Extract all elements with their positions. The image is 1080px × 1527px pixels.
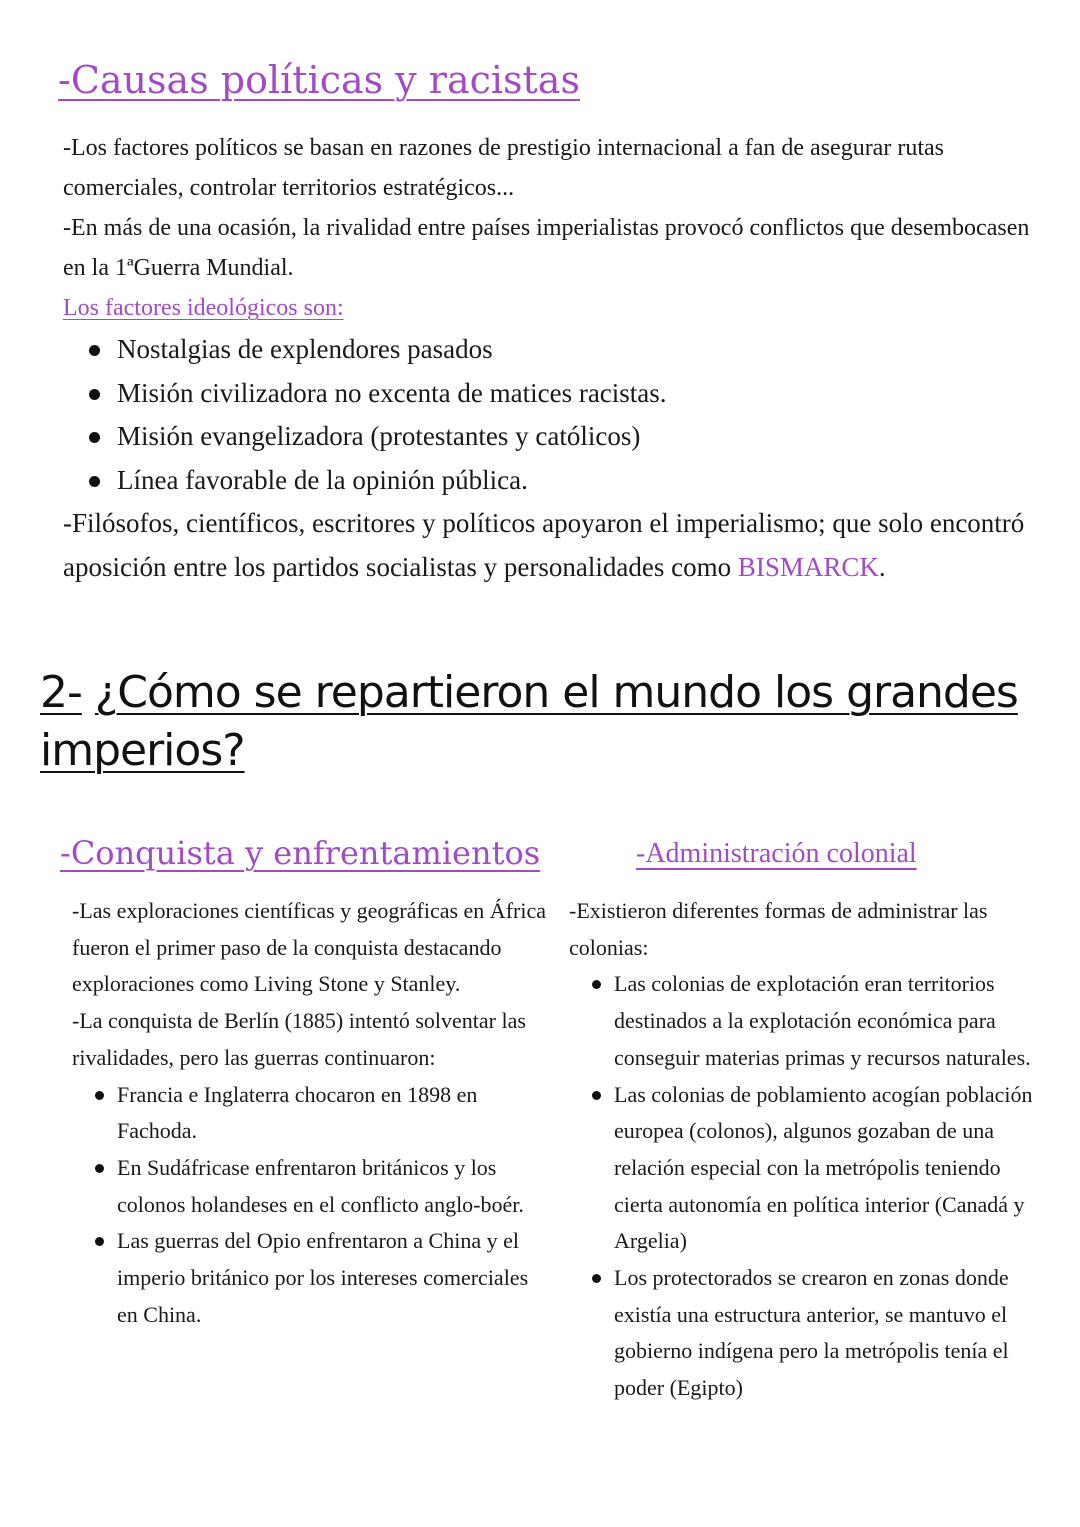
paragraph-conferencia-berlin: -La conquista de Berlín (1885) intentó solventar las rivalidades, pero las guerras continuaron: [72, 1008, 526, 1070]
list-item: Nostalgias de explendores pasados [63, 328, 1053, 372]
list-item: Misión civilizadora no excenta de matices racistas. [63, 372, 1053, 416]
paragraph-end: . [878, 551, 886, 582]
list-item: Las colonias de poblamiento acogían población europea (colonos), algunos gozaban de una relación especial con la metrópolis teniendo cierta autonomía en política interior (Canadá y Argelia) [569, 1077, 1049, 1261]
highlight-bismarck: BISMARCK [737, 551, 879, 582]
paragraph-factores-politicos: -Los factores políticos se basan en razones de prestigio internacional a fan de asegurar rutas comerciales, controlar territorios estratégicos... [63, 135, 944, 201]
colony-types-list [569, 966, 1049, 1406]
section-body-causas [63, 128, 1053, 589]
paragraph-filosofos [63, 502, 1053, 589]
section-title-line2: imperios? [40, 725, 245, 776]
list-item: Francia e Inglaterra chocaron en 1898 en Fachoda. [72, 1077, 547, 1150]
paragraph-exploraciones: -Las exploraciones científicas y geográficas en África fueron el primer paso de la conquista destacando exploraciones como Living Stone y Stanley. [72, 898, 546, 997]
paragraph-formas-administrar: -Existieron diferentes formas de administrar las colonias: [569, 898, 988, 960]
column-heading-conquista: -Conquista y enfrentamientos [60, 834, 541, 872]
conflicts-list [72, 1077, 547, 1334]
list-item: Los protectorados se crearon en zonas donde existía una estructura anterior, se mantuvo el gobierno indígena pero la metrópolis tenía el poder (Egipto) [569, 1260, 1049, 1407]
paragraph-filosofos-text: -Filósofos, científicos, escritores y políticos apoyaron el imperialismo; que solo encontró aposición entre los partidos socialistas y personalidades como [63, 508, 1025, 582]
paragraph-rivalidad: -En más de una ocasión, la rivalidad entre países imperialistas provocó conflictos que desembocasen en la 1ªGuerra Mundial. [63, 215, 1030, 281]
list-item: Las colonias de explotación eran territorios destinados a la explotación económica para conseguir materias primas y recursos naturales. [569, 966, 1049, 1076]
list-item: Las guerras del Opio enfrentaron a China y el imperio británico por los intereses comerciales en China. [72, 1223, 547, 1333]
sublabel-factores-ideologicos [63, 288, 1053, 328]
section-title-causas: -Causas políticas y racistas [58, 58, 580, 102]
section-title-line1: ¿Cómo se repartieron el mundo los grandes [94, 667, 1018, 718]
section-title-reparto [40, 664, 1040, 780]
section-number: 2- [40, 667, 82, 718]
ideological-factors-list [63, 328, 1053, 502]
sublabel-text: Los factores ideológicos son: [63, 295, 344, 321]
column-conquista [72, 893, 547, 1333]
column-administracion [569, 893, 1049, 1407]
list-item: Línea favorable de la opinión pública. [63, 459, 1053, 503]
list-item: En Sudáfricase enfrentaron británicos y los colonos holandeses en el conflicto anglo-boér. [72, 1150, 547, 1223]
list-item: Misión evangelizadora (protestantes y católicos) [63, 415, 1053, 459]
column-heading-administracion: -Administración colonial [636, 838, 917, 869]
